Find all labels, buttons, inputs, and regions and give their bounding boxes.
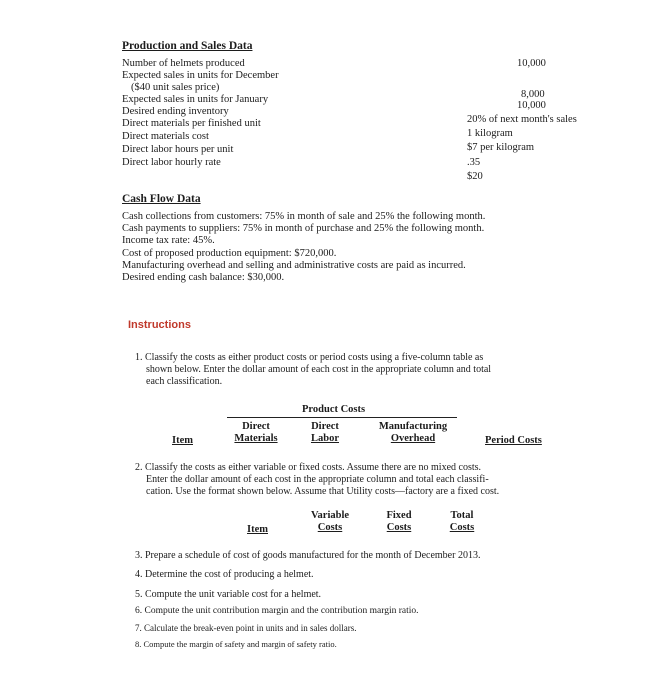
- table1-col-dl: Labor: [310, 433, 339, 444]
- instruction-item-1: shown below. Enter the dollar amount of each cost in the appropriate column and total: [146, 364, 492, 375]
- instruction-item-2: cation. Use the format shown below. Assume that Utility costs—factory are a fixed cost.: [146, 486, 500, 497]
- production-label: Direct labor hours per unit: [122, 144, 234, 155]
- table1-col-item: Item: [172, 435, 193, 446]
- instruction-item-5: 5. Compute the unit variable cost for a helmet.: [135, 589, 322, 600]
- table1-group-header: Product Costs: [302, 404, 366, 415]
- table1-col-dm: Direct: [242, 421, 270, 432]
- production-label: Expected sales in units for January: [122, 94, 269, 105]
- production-value: 20% of next month's sales: [467, 114, 577, 125]
- cash-flow-line: Cash payments to suppliers: 75% in month of purchase and 25% the following month.: [122, 223, 485, 234]
- cash-flow-line: Cash collections from customers: 75% in month of sale and 25% the following month.: [122, 211, 486, 222]
- production-label: Expected sales in units for December: [122, 70, 279, 81]
- cash-flow-line: Cost of proposed production equipment: $720,000.: [122, 248, 337, 259]
- cash-flow-line: Desired ending cash balance: $30,000.: [122, 272, 285, 283]
- production-label: Direct materials cost: [122, 131, 209, 142]
- instruction-item-3: 3. Prepare a schedule of cost of goods manufactured for the month of December 2013.: [135, 550, 481, 561]
- instruction-item-8: 8. Compute the margin of safety and margin of safety ratio.: [135, 639, 337, 649]
- production-value: 10,000: [517, 58, 546, 69]
- cash-flow-line: Manufacturing overhead and selling and administrative costs are paid as incurred.: [122, 260, 466, 271]
- production-value: 1 kilogram: [467, 128, 513, 139]
- table1-group-rule: [227, 417, 457, 418]
- table1-col-mo: Overhead: [390, 433, 436, 444]
- production-label: ($40 unit sales price): [131, 82, 220, 93]
- table2-col-variable: Variable: [310, 510, 350, 521]
- instruction-item-2: 2. Classify the costs as either variable or fixed costs. Assume there are no mixed costs.: [135, 462, 482, 473]
- instruction-item-6: 6. Compute the unit contribution margin and the contribution margin ratio.: [135, 606, 419, 616]
- production-value: $7 per kilogram: [467, 142, 535, 153]
- table1-col-dm: Materials: [234, 433, 278, 444]
- production-label: Direct materials per finished unit: [122, 118, 261, 129]
- instruction-item-1: 1. Classify the costs as either product costs or period costs using a five-column table as: [135, 352, 484, 363]
- production-label: Direct labor hourly rate: [122, 157, 221, 168]
- instruction-item-7: 7. Calculate the break-even point in units and in sales dollars.: [135, 623, 357, 633]
- cash-flow-line: Income tax rate: 45%.: [122, 235, 215, 246]
- cash-flow-heading: Cash Flow Data: [122, 193, 201, 205]
- production-value: .35: [467, 157, 481, 168]
- table2-col-fixed: Costs: [386, 522, 412, 533]
- table2-col-total: Costs: [449, 522, 475, 533]
- production-value: 8,000: [521, 89, 545, 100]
- production-value: 10,000: [517, 100, 546, 111]
- table1-col-period: Period Costs: [485, 435, 542, 446]
- table1-col-mo: Manufacturing: [378, 421, 448, 432]
- instructions-heading: Instructions: [128, 319, 191, 331]
- instruction-item-4: 4. Determine the cost of producing a helmet.: [135, 569, 314, 580]
- production-label: Number of helmets produced: [122, 58, 245, 69]
- production-label: Desired ending inventory: [122, 106, 229, 117]
- production-heading: Production and Sales Data: [122, 40, 253, 52]
- table2-col-item: Item: [247, 524, 268, 535]
- table2-col-fixed: Fixed: [386, 510, 412, 521]
- instruction-item-2: Enter the dollar amount of each cost in the appropriate column and total each classifi-: [146, 474, 489, 485]
- table1-col-dl: Direct: [311, 421, 339, 432]
- production-value: $20: [467, 171, 483, 182]
- table2-col-total: Total: [450, 510, 474, 521]
- instruction-item-1: each classification.: [146, 376, 223, 387]
- table2-col-variable: Costs: [317, 522, 343, 533]
